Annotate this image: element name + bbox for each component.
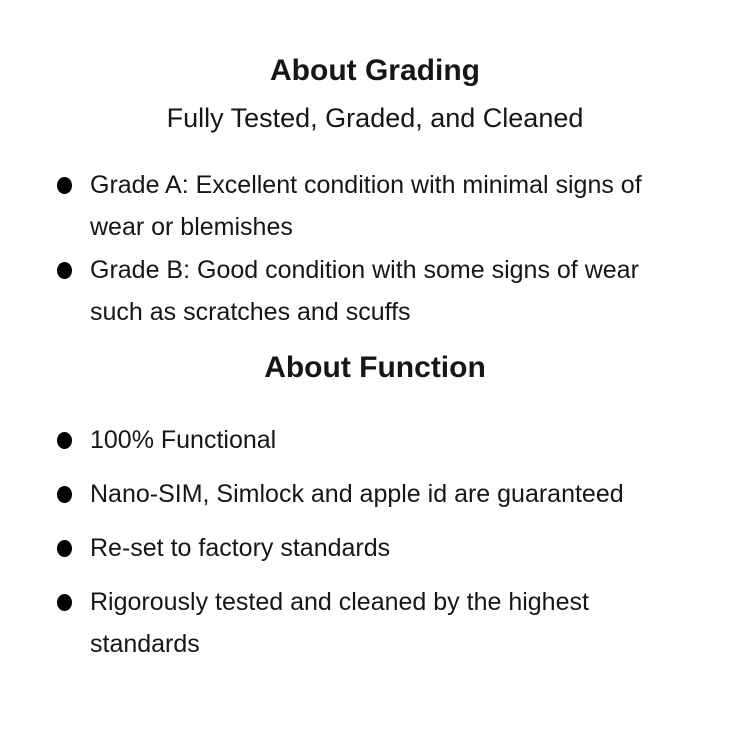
list-item [57, 164, 707, 248]
list-item-text [90, 473, 624, 515]
about-function-title: About Function [264, 351, 486, 384]
list-item-text [90, 249, 639, 333]
list-item-line: Nano-SIM, Simlock and apple id are guaranteed [90, 480, 624, 508]
list-item-line: standards [90, 630, 200, 658]
grading-list [57, 164, 707, 334]
bullet-icon [57, 177, 72, 194]
list-item [57, 473, 707, 515]
list-item [57, 581, 707, 665]
list-item-line: such as scratches and scuffs [90, 298, 411, 326]
function-list [57, 419, 707, 677]
about-grading-title: About Grading [270, 54, 480, 87]
list-item-text [90, 164, 642, 248]
list-item-line: Grade A: Excellent condition with minimal signs of [90, 171, 642, 199]
grading-subtitle: Fully Tested, Graded, and Cleaned [166, 103, 584, 133]
list-item [57, 249, 707, 333]
list-item-line: Re-set to factory standards [90, 534, 391, 562]
bullet-icon [57, 262, 72, 279]
list-item-text [90, 581, 589, 665]
bullet-icon [57, 432, 72, 449]
list-item [57, 527, 707, 569]
list-item-line: 100% Functional [90, 426, 277, 454]
list-item-line: Rigorously tested and cleaned by the highest [90, 588, 589, 616]
list-item-text [90, 419, 276, 461]
list-item-text [90, 527, 390, 569]
list-item [57, 419, 707, 461]
list-item-line: wear or blemishes [90, 213, 293, 241]
bullet-icon [57, 486, 72, 503]
list-item-line: Grade B: Good condition with some signs of wear [90, 256, 639, 284]
bullet-icon [57, 594, 72, 611]
bullet-icon [57, 540, 72, 557]
